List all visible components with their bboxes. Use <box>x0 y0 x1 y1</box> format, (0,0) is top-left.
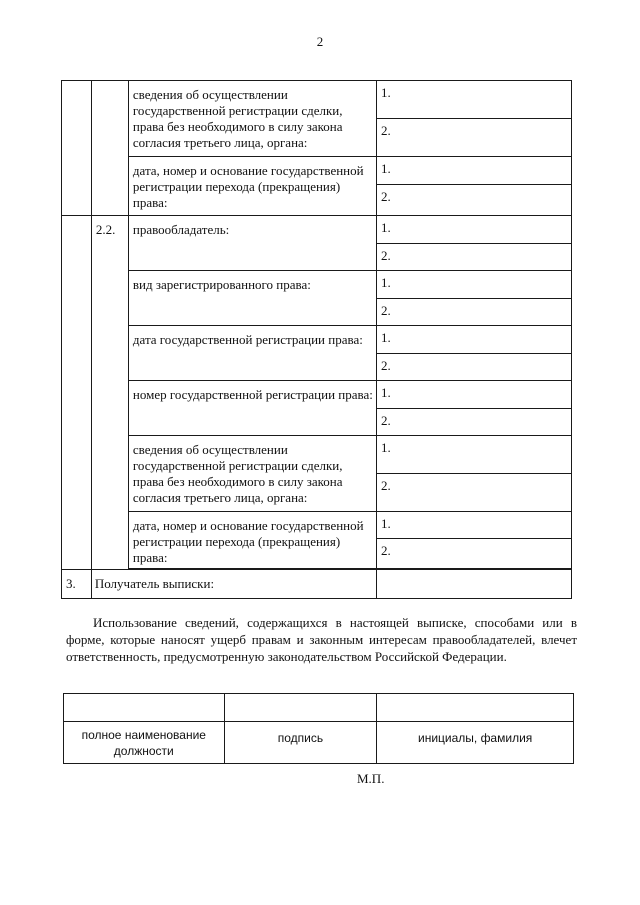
field-date-label: дата государственной регистрации права: <box>128 326 376 381</box>
field-entry-1: 1. <box>377 326 572 354</box>
seal-placeholder: М.П. <box>357 771 385 786</box>
field-entry-2: 2. <box>377 539 572 569</box>
recipient-value <box>377 570 572 599</box>
usage-warning: Использование сведений, содержащихся в настоящей выписке, способами или в форме, которые наносят ущерб правам и законным интересам правообладателей, влечет ответственность, предусмотренную законодательством Российской Федерации. <box>66 615 577 664</box>
position-label: полное наименование должности <box>64 722 225 764</box>
col-number-empty <box>62 216 92 570</box>
recipient-label: Получатель выписки: <box>91 570 376 599</box>
field-entry-2: 2. <box>377 244 572 271</box>
name-blank <box>377 694 574 722</box>
col-number-empty <box>62 81 92 216</box>
signature-label: подпись <box>224 722 377 764</box>
field-transaction-label: сведения об осуществлении государственной регистрации сделки, права без необходимого в силу закона согласия третьего лица, органа: <box>128 436 376 512</box>
field-transaction-label: сведения об осуществлении государственной регистрации сделки, права без необходимого в силу закона согласия третьего лица, органа: <box>128 81 376 157</box>
field-holder-label: правообладатель: <box>128 216 376 271</box>
extract-table <box>61 80 572 599</box>
field-transfer-label: дата, номер и основание государственной регистрации перехода (прекращения) права: <box>128 512 376 569</box>
field-entry-1: 1. <box>377 157 572 185</box>
field-entry-2: 2. <box>377 299 572 326</box>
field-entry-2: 2. <box>377 185 572 216</box>
position-blank <box>64 694 225 722</box>
name-label: инициалы, фамилия <box>377 722 574 764</box>
field-entry-1: 1. <box>377 436 572 474</box>
field-entry-1: 1. <box>377 216 572 244</box>
field-entry-1: 1. <box>377 381 572 409</box>
signature-table <box>63 693 574 764</box>
field-right-type-label: вид зарегистрированного права: <box>128 271 376 326</box>
section-number: 2.2. <box>91 216 128 570</box>
field-entry-2: 2. <box>377 409 572 436</box>
signature-blank <box>224 694 377 722</box>
field-entry-2: 2. <box>377 474 572 512</box>
field-entry-1: 1. <box>377 271 572 299</box>
field-entry-1: 1. <box>377 81 572 119</box>
field-entry-1: 1. <box>377 512 572 539</box>
field-entry-2: 2. <box>377 119 572 157</box>
row-3-number: 3. <box>62 570 92 599</box>
field-reg-number-label: номер государственной регистрации права: <box>128 381 376 436</box>
col-subnumber-empty <box>91 81 128 216</box>
field-transfer-label: дата, номер и основание государственной регистрации перехода (прекращения) права: <box>128 157 376 216</box>
page-number: 2 <box>316 34 324 49</box>
field-entry-2: 2. <box>377 354 572 381</box>
